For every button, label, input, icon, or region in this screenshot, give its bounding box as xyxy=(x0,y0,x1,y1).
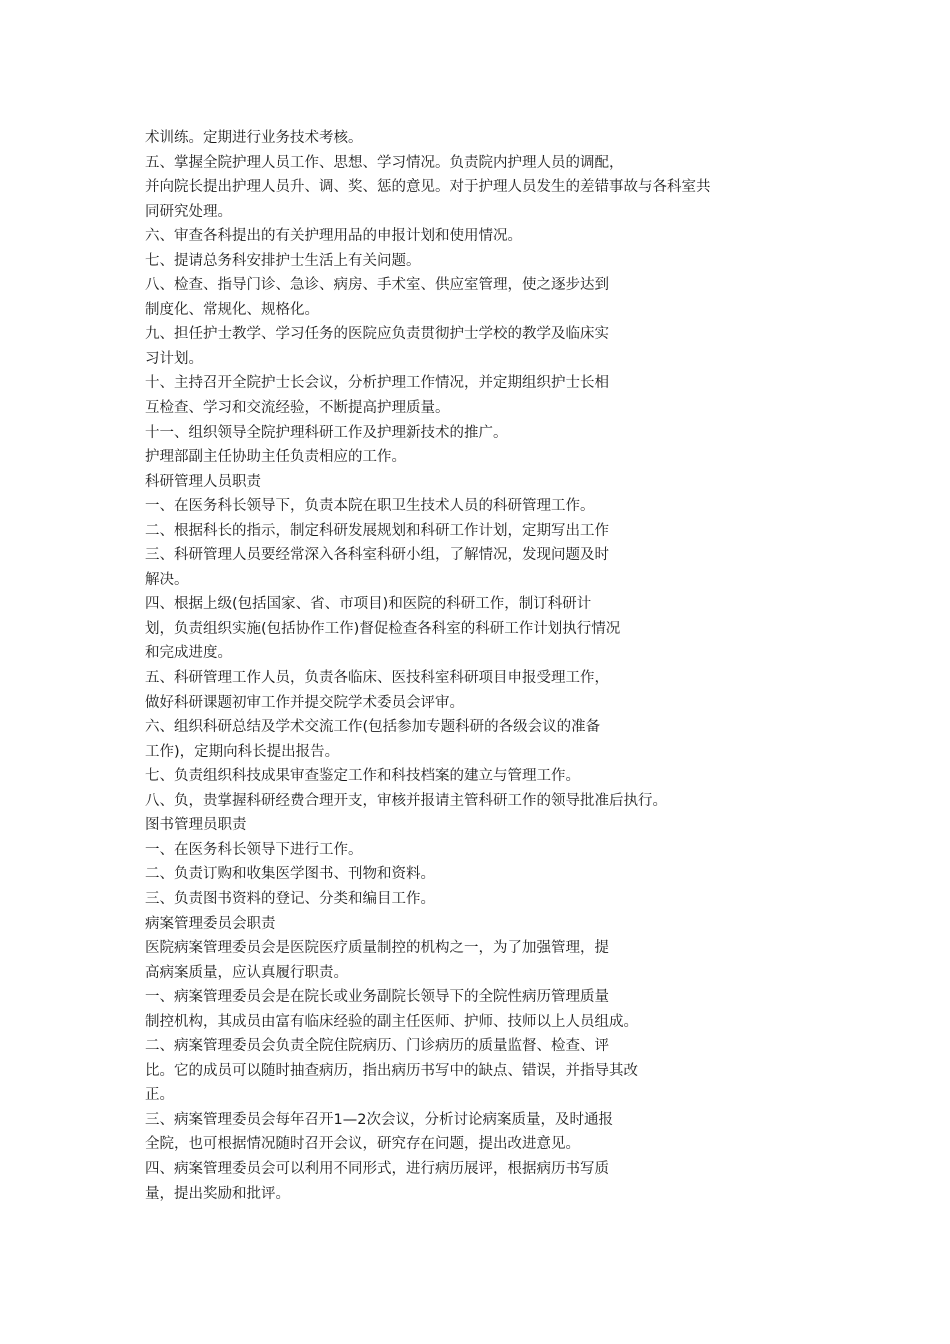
text-line: 四、根据上级(包括国家、省、市项目)和医院的科研工作，制订科研计 xyxy=(145,596,592,613)
text-line: 全院，也可根据情况随时召开会议，研究存在问题，提出改进意见。 xyxy=(145,1136,580,1153)
text-line: 和完成进度。 xyxy=(145,645,232,662)
text-line: 图书管理员职责 xyxy=(145,817,247,834)
text-line: 八、检查、指导门诊、急诊、病房、手术室、供应室管理，使之逐步达到 xyxy=(145,277,609,294)
text-line: 划，负责组织实施(包括协作工作)督促检查各科室的科研工作计划执行情况 xyxy=(145,620,621,637)
text-line: 医院病案管理委员会是医院医疗质量制控的机构之一，为了加强管理，提 xyxy=(145,940,609,957)
text-line: 比。它的成员可以随时抽查病历，指出病历书写中的缺点、错误，并指导其改 xyxy=(145,1062,638,1079)
text-line: 八、负，贵掌握科研经费合理开支，审核并报请主管科研工作的领导批准后执行。 xyxy=(145,792,667,809)
text-line: 习计划。 xyxy=(145,350,203,367)
text-line: 高病案质量，应认真履行职责。 xyxy=(145,964,348,981)
text-line: 量，提出奖励和批评。 xyxy=(145,1185,290,1202)
text-line: 十、主持召开全院护士长会议，分析护理工作情况，并定期组织护士长相 xyxy=(145,375,609,392)
text-line: 五、科研管理工作人员，负责各临床、医技科室科研项目申报受理工作， xyxy=(145,670,609,687)
text-line: 一、在医务科长领导下进行工作。 xyxy=(145,841,363,858)
text-line: 七、负责组织科技成果审查鉴定工作和科技档案的建立与管理工作。 xyxy=(145,768,580,785)
text-line: 四、病案管理委员会可以利用不同形式，进行病历展评，根据病历书写质 xyxy=(145,1160,609,1177)
text-line: 六、审查各科提出的有关护理用品的申报计划和使用情况。 xyxy=(145,228,522,245)
text-line: 同研究处理。 xyxy=(145,203,232,220)
text-line: 五、掌握全院护理人员工作、思想、学习情况。负责院内护理人员的调配， xyxy=(145,154,624,171)
text-line: 二、病案管理委员会负责全院住院病历、门诊病历的质量监督、检查、评 xyxy=(145,1038,609,1055)
text-line: 一、在医务科长领导下，负责本院在职卫生技术人员的科研管理工作。 xyxy=(145,498,595,515)
text-line: 七、提请总务科安排护士生活上有关问题。 xyxy=(145,252,421,269)
text-line: 科研管理人员职责 xyxy=(145,473,261,490)
text-line: 制控机构，其成员由富有临床经验的副主任医师、护师、技师以上人员组成。 xyxy=(145,1013,638,1030)
text-line: 工作)，定期向科长提出报告。 xyxy=(145,743,340,760)
text-line: 并向院长提出护理人员升、调、奖、惩的意见。对于护理人员发生的差错事故与各科室共 xyxy=(145,179,711,196)
text-line: 六、组织科研总结及学术交流工作(包括参加专题科研的各级会议的准备 xyxy=(145,719,601,736)
text-line: 护理部副主任协助主任负责相应的工作。 xyxy=(145,449,406,466)
text-line: 做好科研课题初审工作并提交院学术委员会评审。 xyxy=(145,694,464,711)
text-line: 十一、组织领导全院护理科研工作及护理新技术的推广。 xyxy=(145,424,508,441)
document-body xyxy=(145,126,825,1206)
text-line: 一、病案管理委员会是在院长或业务副院长领导下的全院性病历管理质量 xyxy=(145,989,609,1006)
text-line: 解决。 xyxy=(145,571,189,588)
text-line: 正。 xyxy=(145,1087,174,1104)
text-line: 九、担任护士教学、学习任务的医院应负责贯彻护士学校的教学及临床实 xyxy=(145,326,609,343)
text-line: 二、负责订购和收集医学图书、刊物和资料。 xyxy=(145,866,435,883)
text-line: 术训练。定期进行业务技术考核。 xyxy=(145,130,363,146)
text-line: 二、根据科长的指示，制定科研发展规划和科研工作计划，定期写出工作 xyxy=(145,522,609,539)
text-line: 互检查、学习和交流经验，不断提高护理质量。 xyxy=(145,400,450,417)
text-line: 三、负责图书资料的登记、分类和编目工作。 xyxy=(145,890,435,907)
text-line: 三、科研管理人员要经常深入各科室科研小组，了解情况，发现问题及时 xyxy=(145,547,609,564)
text-line: 制度化、常规化、规格化。 xyxy=(145,301,319,318)
text-line: 三、病案管理委员会每年召开1—2次会议，分析讨论病案质量，及时通报 xyxy=(145,1111,613,1128)
text-line: 病案管理委员会职责 xyxy=(145,915,276,932)
